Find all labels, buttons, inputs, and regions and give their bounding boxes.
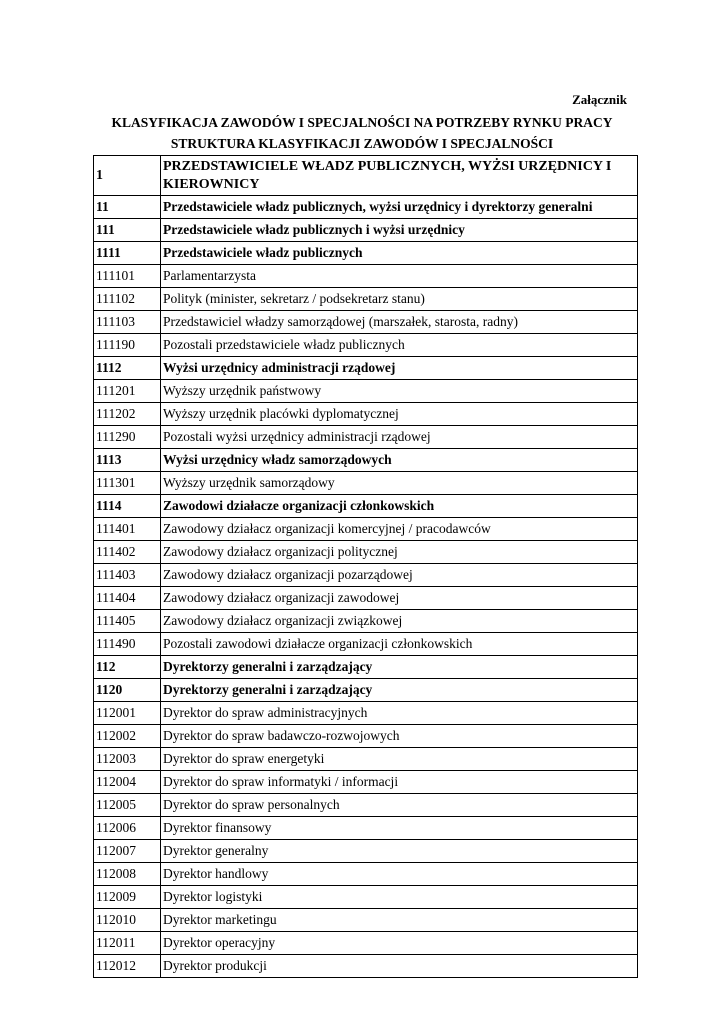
occupation-name: Parlamentarzysta [161,265,638,288]
occupation-name: Dyrektor generalny [161,840,638,863]
occupation-code: 111190 [94,334,161,357]
table-row [94,357,638,380]
occupation-name: Polityk (minister, sekretarz / podsekretarz stanu) [161,288,638,311]
document-subtitle: STRUKTURA KLASYFIKACJI ZAWODÓW I SPECJALNOŚCI [170,136,554,151]
occupation-code: 111405 [94,610,161,633]
occupation-code: 1112 [94,357,161,380]
occupation-code: 112012 [94,955,161,978]
table-row [94,702,638,725]
occupation-name: Przedstawiciele władz publicznych, wyżsi urzędnicy i dyrektorzy generalni [161,196,638,219]
occupation-name: Dyrektor do spraw badawczo-rozwojowych [161,725,638,748]
table-row [94,909,638,932]
occupation-name: Zawodowy działacz organizacji związkowej [161,610,638,633]
table-row [94,817,638,840]
table-row [94,472,638,495]
occupation-code: 112005 [94,794,161,817]
table-row [94,725,638,748]
table-row [94,610,638,633]
occupation-name: Przedstawiciele władz publicznych [161,242,638,265]
occupation-code: 112004 [94,771,161,794]
attachment-label: Załącznik [572,92,627,107]
table-row [94,886,638,909]
occupation-name: Przedstawiciele władz publicznych i wyżsi urzędnicy [161,219,638,242]
occupation-code: 112003 [94,748,161,771]
occupation-code: 112006 [94,817,161,840]
occupation-name: Dyrektor marketingu [161,909,638,932]
occupation-name: Wyższy urzędnik samorządowy [161,472,638,495]
table-row [94,564,638,587]
occupation-name: Wyższy urzędnik państwowy [161,380,638,403]
occupation-code: 1114 [94,495,161,518]
table-row [94,863,638,886]
table-row [94,840,638,863]
table-row [94,656,638,679]
table-row [94,242,638,265]
occupation-code: 111290 [94,426,161,449]
table-row [94,288,638,311]
occupation-name: Pozostali wyżsi urzędnicy administracji rządowej [161,426,638,449]
table-row [94,196,638,219]
table-row [94,495,638,518]
occupation-name: Dyrektor produkcji [161,955,638,978]
occupation-code: 112001 [94,702,161,725]
table-row [94,265,638,288]
table-row [94,679,638,702]
occupation-name: Dyrektor do spraw personalnych [161,794,638,817]
occupation-code: 111402 [94,541,161,564]
occupation-name: Dyrektor do spraw informatyki / informacji [161,771,638,794]
occupation-name: Zawodowy działacz organizacji pozarządowej [161,564,638,587]
table-row [94,380,638,403]
occupation-code: 11 [94,196,161,219]
table-row [94,518,638,541]
occupation-name: Zawodowi działacze organizacji członkowskich [161,495,638,518]
occupation-name: Dyrektorzy generalni i zarządzający [161,656,638,679]
occupation-code: 111102 [94,288,161,311]
occupation-code: 1 [94,156,161,196]
occupation-code: 111404 [94,587,161,610]
table-row [94,334,638,357]
occupation-name: Dyrektor logistyki [161,886,638,909]
occupation-code: 111201 [94,380,161,403]
classification-table [93,155,638,978]
occupation-code: 112011 [94,932,161,955]
occupation-name: Zawodowy działacz organizacji politycznej [161,541,638,564]
occupation-code: 1113 [94,449,161,472]
table-row [94,587,638,610]
occupation-name: Wyższy urzędnik placówki dyplomatycznej [161,403,638,426]
occupation-code: 111403 [94,564,161,587]
table-row [94,955,638,978]
occupation-code: 1111 [94,242,161,265]
occupation-name: Zawodowy działacz organizacji zawodowej [161,587,638,610]
occupation-name: Dyrektor do spraw administracyjnych [161,702,638,725]
occupation-name: PRZEDSTAWICIELE WŁADZ PUBLICZNYCH, WYŻSI URZĘDNICY I KIEROWNICY [161,156,638,196]
occupation-name: Dyrektor handlowy [161,863,638,886]
occupation-name: Pozostali zawodowi działacze organizacji członkowskich [161,633,638,656]
occupation-name: Przedstawiciel władzy samorządowej (marszałek, starosta, radny) [161,311,638,334]
occupation-name: Wyżsi urzędnicy władz samorządowych [161,449,638,472]
occupation-name: Dyrektor finansowy [161,817,638,840]
occupation-name: Dyrektor do spraw energetyki [161,748,638,771]
occupation-code: 112007 [94,840,161,863]
table-row [94,403,638,426]
occupation-code: 111301 [94,472,161,495]
table-row [94,633,638,656]
table-row [94,794,638,817]
occupation-code: 112002 [94,725,161,748]
table-row [94,932,638,955]
occupation-name: Pozostali przedstawiciele władz publicznych [161,334,638,357]
table-row [94,449,638,472]
occupation-code: 111202 [94,403,161,426]
occupation-code: 111101 [94,265,161,288]
table-row [94,748,638,771]
occupation-code: 1120 [94,679,161,702]
table-row [94,311,638,334]
occupation-code: 112 [94,656,161,679]
occupation-code: 111401 [94,518,161,541]
occupation-name: Zawodowy działacz organizacji komercyjnej / pracodawców [161,518,638,541]
occupation-name: Dyrektorzy generalni i zarządzający [161,679,638,702]
classification-table-body [94,156,638,978]
table-row [94,156,638,196]
occupation-code: 112008 [94,863,161,886]
document-title: KLASYFIKACJA ZAWODÓW I SPECJALNOŚCI NA POTRZEBY RYNKU PRACY [111,115,613,130]
table-row [94,219,638,242]
table-row [94,426,638,449]
occupation-name: Dyrektor operacyjny [161,932,638,955]
occupation-code: 111490 [94,633,161,656]
occupation-name: Wyżsi urzędnicy administracji rządowej [161,357,638,380]
table-row [94,541,638,564]
table-row [94,771,638,794]
occupation-code: 112010 [94,909,161,932]
occupation-code: 111 [94,219,161,242]
occupation-code: 111103 [94,311,161,334]
occupation-code: 112009 [94,886,161,909]
